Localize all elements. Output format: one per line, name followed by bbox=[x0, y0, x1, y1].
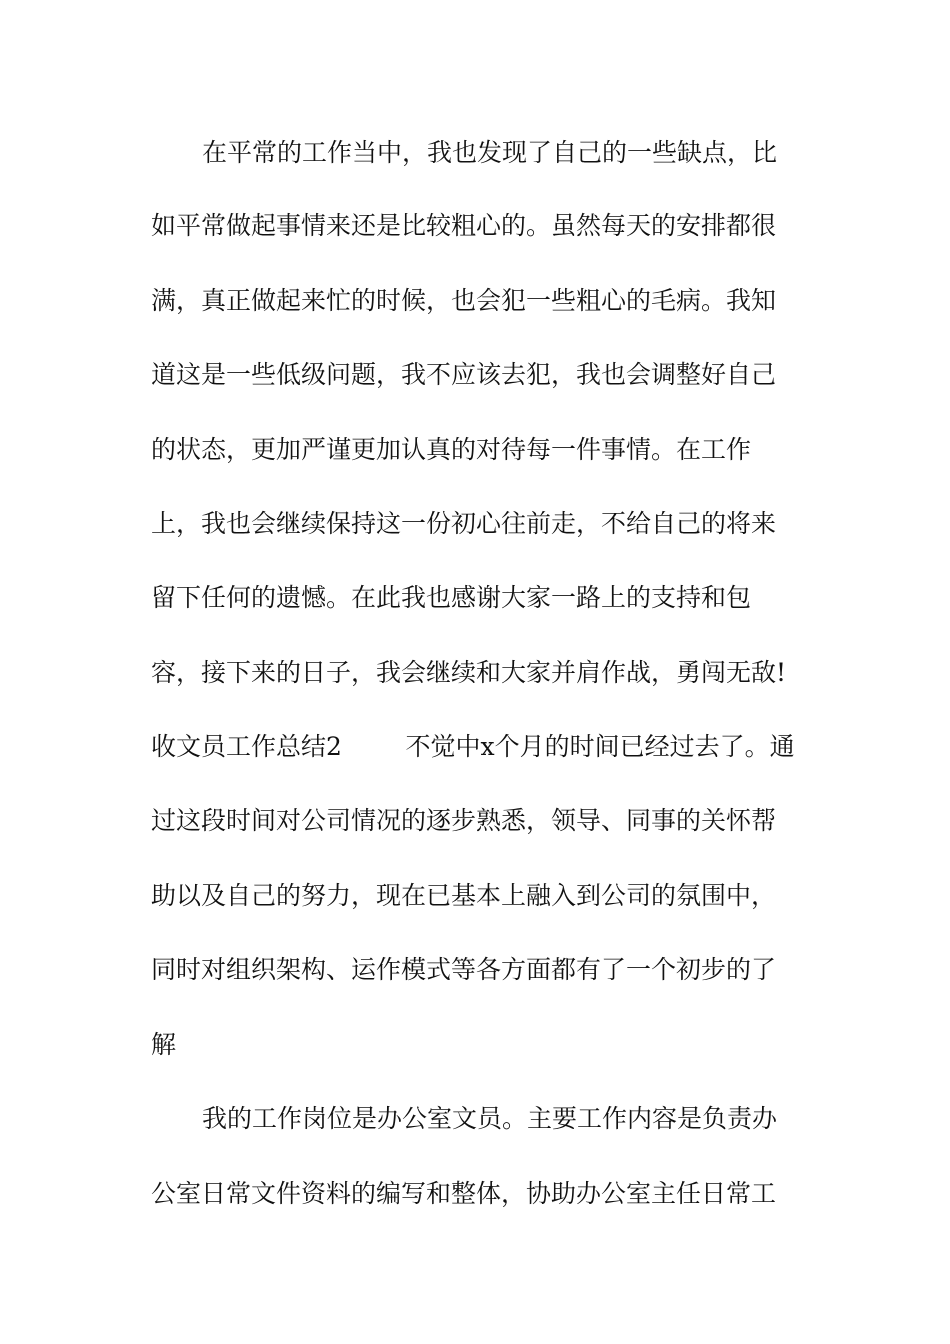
section-heading-line: 收文员工作总结2 不觉中x个月的时间已经过去了。通 bbox=[151, 732, 795, 761]
paragraph-line: 在平常的工作当中，我也发现了自己的一些缺点，比 bbox=[202, 138, 778, 167]
paragraph-line: 过这段时间对公司情况的逐步熟悉，领导、同事的关怀帮 bbox=[151, 806, 777, 835]
paragraph-line: 如平常做起事情来还是比较粗心的。虽然每天的安排都很 bbox=[151, 211, 777, 240]
paragraph-line: 我的工作岗位是办公室文员。主要工作内容是负责办 bbox=[202, 1104, 778, 1133]
paragraph-line: 上，我也会继续保持这一份初心往前走，不给自己的将来 bbox=[151, 509, 777, 538]
paragraph-line: 解 bbox=[151, 1030, 177, 1059]
paragraph-line: 公室日常文件资料的编写和整体，协助办公室主任日常工 bbox=[151, 1179, 777, 1208]
paragraph-line: 道这是一些低级问题，我不应该去犯，我也会调整好自己 bbox=[151, 360, 777, 389]
paragraph-line: 留下任何的遗憾。在此我也感谢大家一路上的支持和包 bbox=[151, 583, 752, 612]
paragraph-line: 助以及自己的努力，现在已基本上融入到公司的氛围中， bbox=[151, 881, 777, 910]
paragraph-line: 满，真正做起来忙的时候，也会犯一些粗心的毛病。我知 bbox=[151, 286, 777, 315]
paragraph-line: 同时对组织架构、运作模式等各方面都有了一个初步的了 bbox=[151, 955, 777, 984]
paragraph-line: 容，接下来的日子，我会继续和大家并肩作战，勇闯无敌! bbox=[151, 658, 787, 687]
paragraph-line: 的状态，更加严谨更加认真的对待每一件事情。在工作 bbox=[151, 435, 752, 464]
